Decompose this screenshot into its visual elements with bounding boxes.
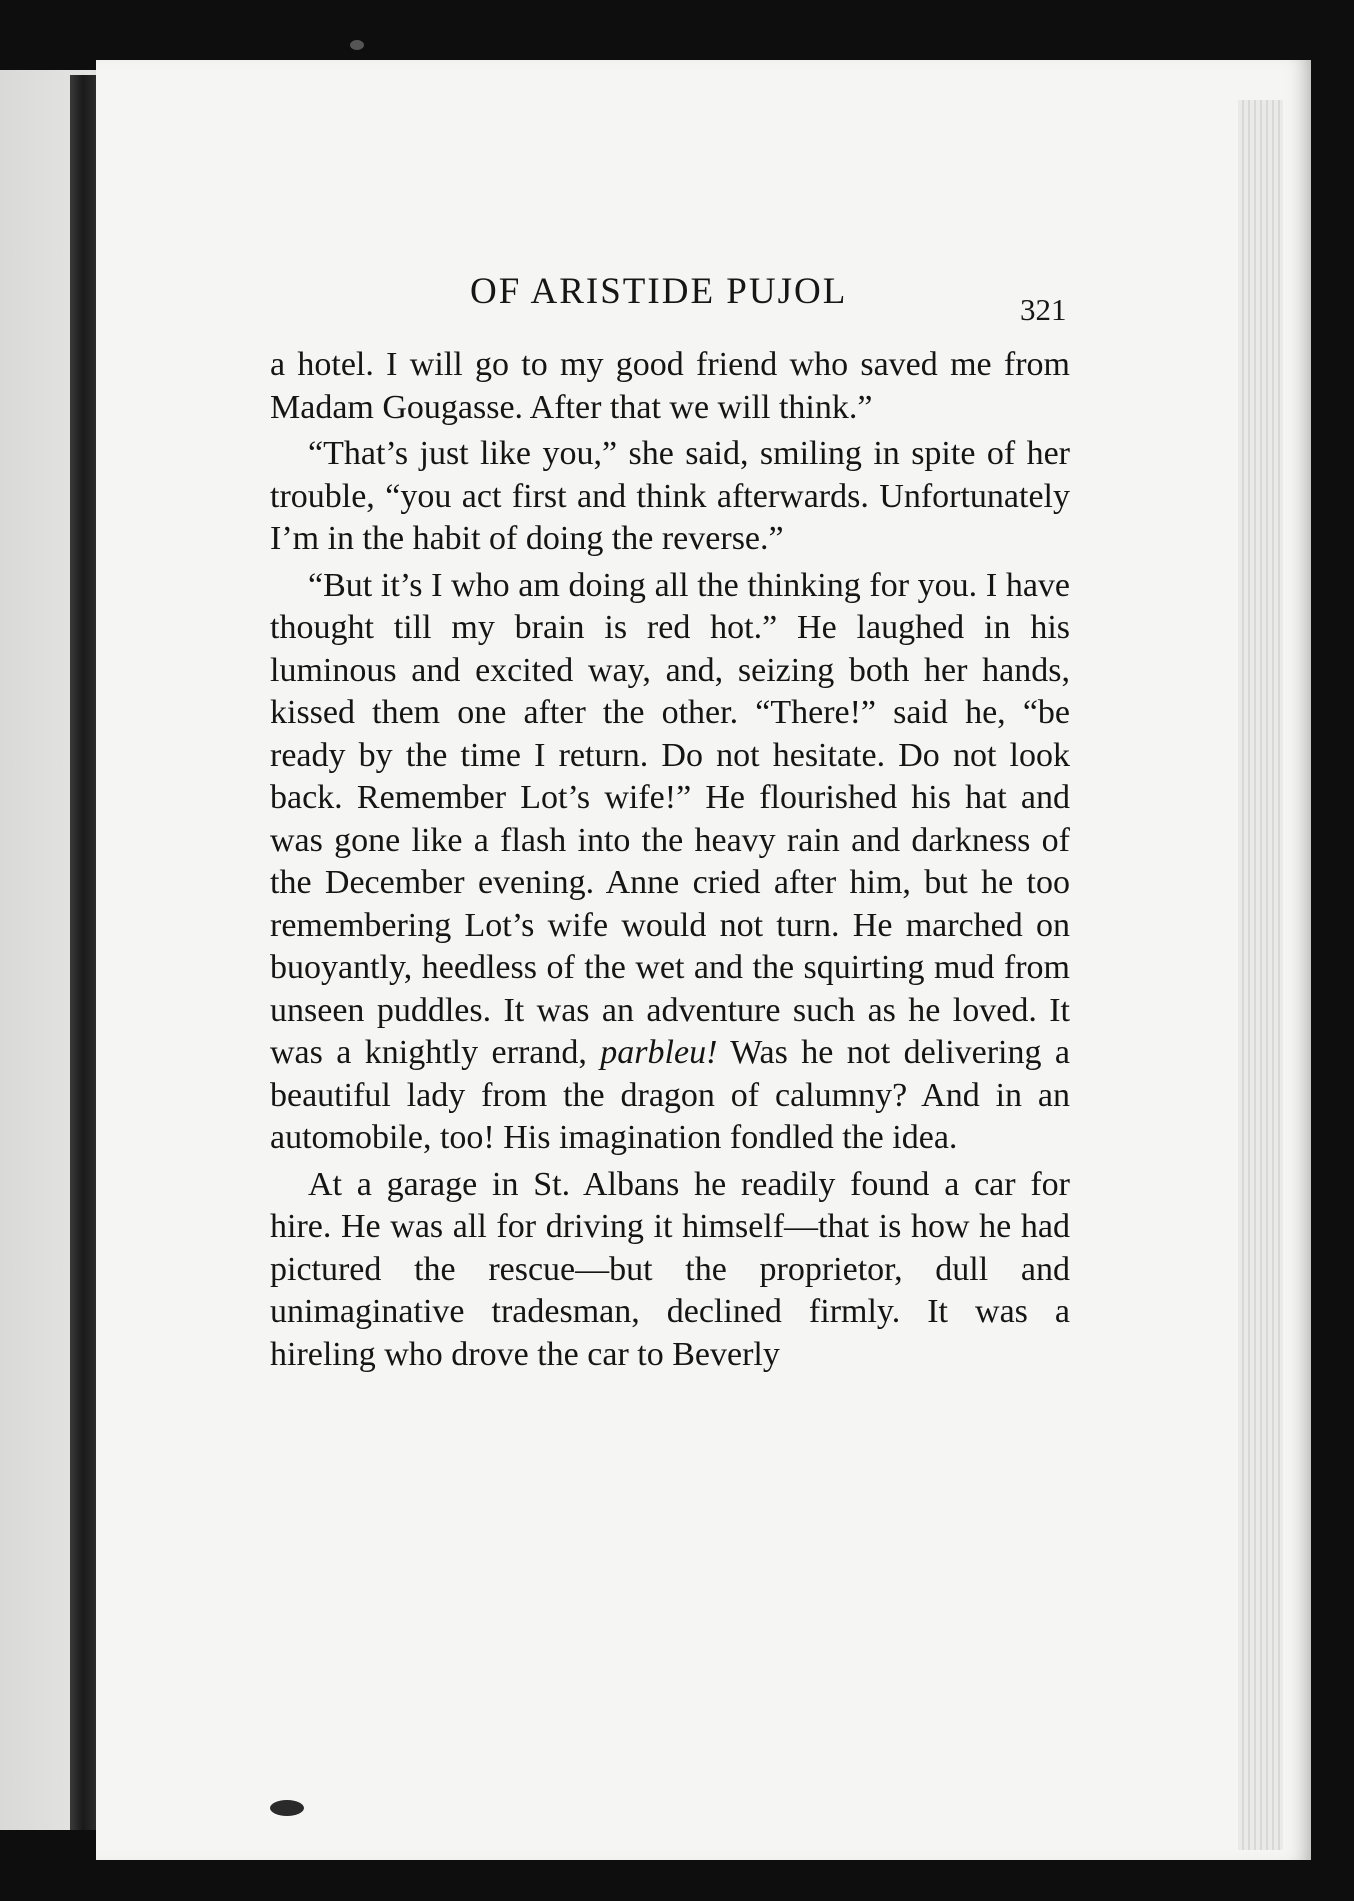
paragraph: [270, 565, 1070, 1160]
page-stack-edge: [1238, 100, 1283, 1850]
ink-blot-mark: [270, 1800, 304, 1816]
page-number: 321: [1020, 292, 1067, 327]
paragraph: At a garage in St. Albans he readily found a car for hire. He was all for driving it himself—that is how he had pictured the rescue—but the proprietor, dull and unimaginative tradesman, declined firmly. It was a hireling who drove the car to Beverly: [270, 1165, 1070, 1373]
paragraph-text: Was he not delivering a beautiful lady from the dragon of calumny? And in an automobile, too! His imagination fondled the idea.: [270, 1034, 1071, 1156]
running-title: OF ARISTIDE PUJOL: [470, 271, 848, 312]
dust-speck: [350, 40, 364, 50]
page-body: [270, 344, 1070, 1380]
italic-exclamation: parbleu!: [600, 1034, 718, 1071]
paragraph-continued: a hotel. I will go to my good friend who saved me from Madam Gougasse. After that we will think.”: [270, 346, 1070, 426]
book-gutter: [70, 75, 96, 1830]
paragraph: “That’s just like you,” she said, smiling in spite of her trouble, “you act first and think afterwards. Unfortunately I’m in the habit of doing the reverse.”: [270, 435, 1070, 557]
paragraph-text: “But it’s I who am doing all the thinking for you. I have thought till my brain is red hot.” He laughed in his luminous and excited way, and, seizing both her hands, kissed them one after the other. “There!” said he, “be ready by the time I return. Do not hesitate. Do not look back. Remember Lot’s wife!” He flourished his hat and was gone like a flash into the heavy rain and darkness of the December evening. Anne cried after him, but he too remembering Lot’s wife would not turn. He marched on buoyantly, heedless of the wet and the squirting mud from unseen puddles. It was an adventure such as he loved. It was a knightly errand,: [270, 566, 1070, 1071]
